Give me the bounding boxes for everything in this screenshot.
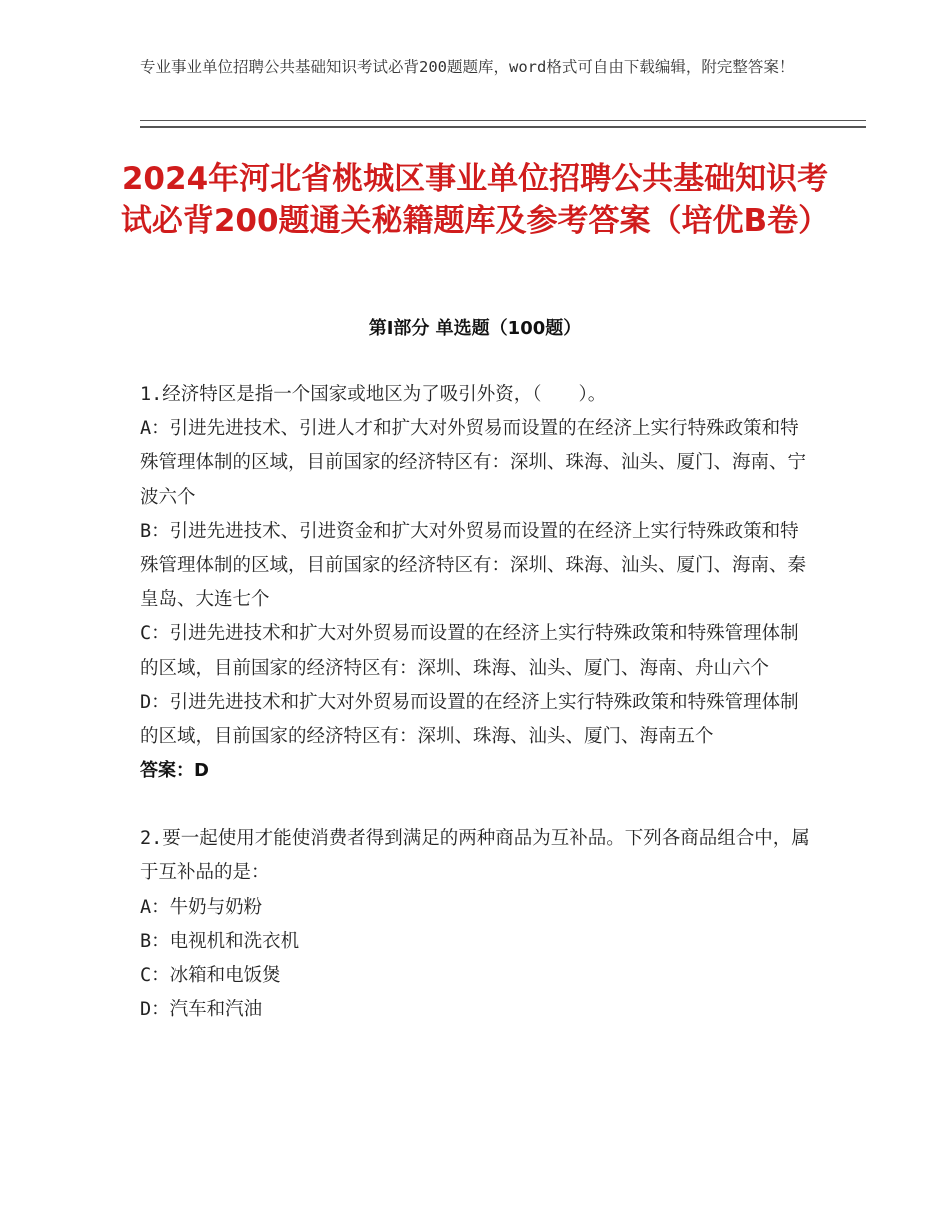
- question-stem: 2.要一起使用才能使消费者得到满足的两种商品为互补品。下列各商品组合中，属于互补品的是：: [140, 828, 810, 884]
- header-note: 专业事业单位招聘公共基础知识考试必背200题题库，word格式可自由下载编辑，附完整答案！: [140, 58, 795, 76]
- answer-line: 答案：D: [140, 760, 209, 782]
- document-title: 2024年河北省桃城区事业单位招聘公共基础知识考试必背200题通关秘籍题库及参考答案（培优B卷）: [120, 161, 830, 239]
- question-stem: 1.经济特区是指一个国家或地区为了吸引外资，（ ）。: [140, 384, 607, 405]
- option-b: B：电视机和洗衣机: [140, 930, 300, 952]
- option-c: C：冰箱和电饭煲: [140, 965, 281, 987]
- option-b: B：引进先进技术、引进资金和扩大对外贸易而设置的在经济上实行特殊政策和特殊管理体制的区域，目前国家的经济特区有：深圳、珠海、汕头、厦门、海南、秦皇岛、大连七个: [140, 520, 807, 611]
- option-d: D：引进先进技术和扩大对外贸易而设置的在经济上实行特殊政策和特殊管理体制的区域，目前国家的经济特区有：深圳、珠海、汕头、厦门、海南五个: [140, 691, 799, 748]
- question-2: [140, 822, 812, 1027]
- option-d: D：汽车和汽油: [140, 999, 263, 1021]
- section-heading: 第Ⅰ部分 单选题（100题）: [368, 318, 582, 339]
- option-a: A：牛奶与奶粉: [140, 896, 263, 918]
- option-c: C：引进先进技术和扩大对外贸易而设置的在经济上实行特殊政策和特殊管理体制的区域，目前国家的经济特区有：深圳、珠海、汕头、厦门、海南、舟山六个: [140, 623, 799, 679]
- option-a: A：引进先进技术、引进人才和扩大对外贸易而设置的在经济上实行特殊政策和特殊管理体制的区域，目前国家的经济特区有：深圳、珠海、汕头、厦门、海南、宁波六个: [140, 418, 807, 508]
- header-divider: [140, 120, 866, 128]
- question-1: [140, 378, 812, 788]
- question-list: [140, 378, 812, 1027]
